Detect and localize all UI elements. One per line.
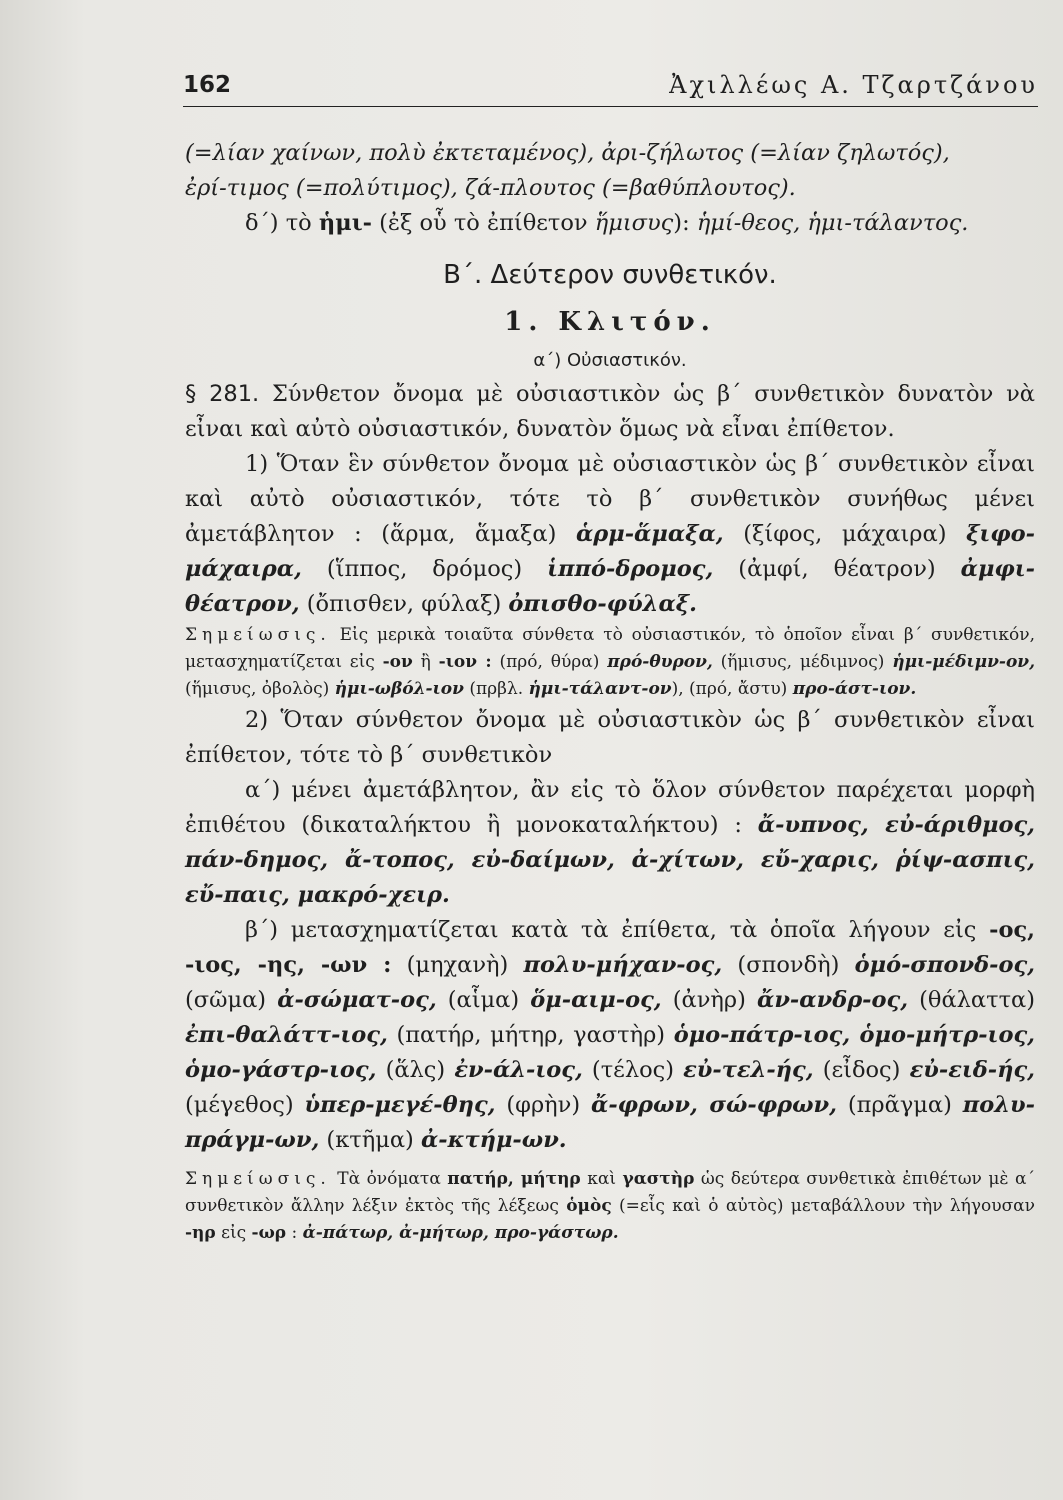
note-label: Σημείωσις. [185,625,331,645]
paragraph-2b: β΄) μετασχηματίζεται κατὰ τὰ ἐπίθετα, τὰ ὁποῖα λήγουν εἰς -ος, -ιος, -ης, -ων : (μηχανὴ) πολυ-μήχαν-ος, (σπονδὴ) ὁμό-σπονδ-ος, (σῶμα) ἀ-σώματ-ος, (αἷμα) ὅμ-αιμ-ος, (ἀνὴρ) ἄν-ανδρ-ος, (θάλαττα) ἐπι-θαλάττ-ιος, (πατήρ, μήτηρ, γαστὴρ) ὁμο-πάτρ-ιος, ὁμο-μήτρ-ιος, ὁμο-γάστρ-ιος, (ἅλς) ἐν-άλ-ιος, (τέλος) εὐ-τελ-ής, (εἶδος) εὐ-ειδ-ής, (μέγεθος) ὑπερ-μεγέ-θης, (φρὴν) ἄ-φρων, σώ-φρων, (πρᾶγμα) πολυ-πράγμ-ων, (κτῆμα) ἀ-κτήμ-ων. [185,917,1035,1153]
paragraph-281: § 281. Σύνθετον ὄνομα μὲ οὐσιαστικὸν ὡς β΄ συνθετικὸν δυνατὸν νὰ εἶναι καὶ αὐτὸ οὐσιαστικόν, δυνατὸν ὅμως νὰ εἶναι ἐπίθετον. [185,381,1035,442]
intro-line-2: ἐρί-τιμος (=πολύτιμος), ζά-πλουτος (=βαθύπλουτος). [185,175,796,201]
note-label: Σημείωσις. [185,1169,331,1189]
note-2: Σημείωσις. Τὰ ὀνόματα πατήρ, μήτηρ καὶ γαστὴρ ὡς δεύτερα συνθετικὰ ἐπιθέτων μὲ α΄ συνθετικὸν ἄλλην λέξιν ἐκτὸς τῆς λέξεως ὁμὸς (=εἷς καὶ ὁ αὐτὸς) μεταβάλλουν τὴν λήγουσαν -ηρ εἰς -ωρ : ἀ-πάτωρ, ἀ-μήτωρ, προ-γάστωρ. [185,1169,1036,1243]
paragraph-1: 1) Ὅταν ἓν σύνθετον ὄνομα μὲ οὐσιαστικὸν ὡς β΄ συνθετικὸν εἶναι καὶ αὐτὸ οὐσιαστικόν, τότε τὸ β΄ συνθετικὸν συνήθως μένει ἀμετάβλητον : (ἅρμα, ἅμαξα) ἁρμ-ἅμαξα, (ξίφος, μάχαιρα) ξιφο-μάχαιρα, (ἵππος, δρόμος) ἱππό-δρομος, (ἀμφί, θέατρον) ἀμφι-θέατρον, (ὄπισθεν, φύλαξ) ὀπισθο-φύλαξ. [185,451,1035,617]
intro-line-1: (=λίαν χαίνων, πολὺ ἐκτεταμένος), ἀρι-ζήλωτος (=λίαν ζηλωτός), [185,140,950,166]
part-heading: Β΄. Δεύτερον συνθετικόν. [443,260,777,290]
paragraph-2a: α΄) μένει ἀμετάβλητον, ἂν εἰς τὸ ὅλον σύνθετον παρέχεται μορφὴ ἐπιθέτου (δικαταλήκτου ἢ μονοκαταλήκτου) : ἄ-υπνος, εὐ-άριθμος, πάν-δημος, ἄ-τοπος, εὐ-δαίμων, ἀ-χίτων, εὔ-χαρις, ῥίψ-ασπις, εὔ-παις, μακρό-χειρ. [185,777,1035,908]
subheading: α΄) Οὐσιαστικόν. [533,350,687,371]
running-header [183,66,1038,107]
klitos-heading: 1. Κλιτόν. [504,307,716,337]
item-d: δ΄) τὸ ἡμι- (ἐξ οὗ τὸ ἐπίθετον ἥμισυς): ἡμί-θεος, ἡμι-τάλαντος. [245,210,969,236]
note-1: Σημείωσις. Εἰς μερικὰ τοιαῦτα σύνθετα τὸ οὐσιαστικόν, τὸ ὁποῖον εἶναι β΄ συνθετικόν, μετασχηματίζεται εἰς -ον ἢ -ιον : (πρό, θύρα) πρό-θυρον, (ἥμισυς, μέδιμνος) ἡμι-μέδιμν-ον, (ἥμισυς, ὀβολὸς) ἡμι-ωβόλ-ιον (πρβλ. ἡμι-τάλαντ-ον), (πρό, ἄστυ) προ-άστ-ιον. [185,625,1035,699]
page-number: 162 [183,72,232,98]
main-text [185,136,1035,1247]
paragraph-2: 2) Ὅταν σύνθετον ὄνομα μὲ οὐσιαστικὸν ὡς β΄ συνθετικὸν εἶναι ἐπίθετον, τότε τὸ β΄ συνθετικὸν [185,707,1035,768]
section-number: § 281. [185,381,260,407]
running-title: Ἀχιλλέως Α. Τζαρτζάνου [669,71,1038,99]
